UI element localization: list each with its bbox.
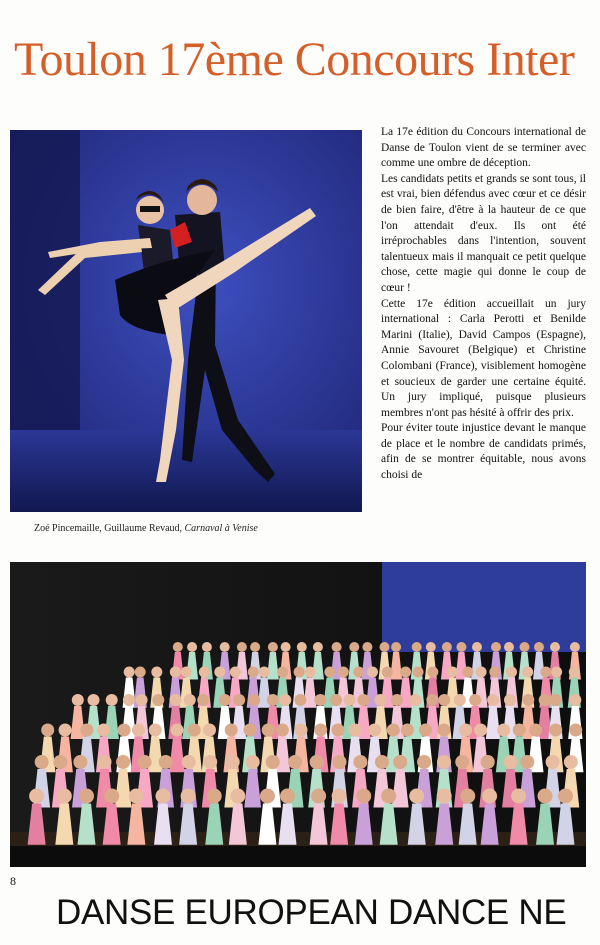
dancer-head [188,724,201,737]
dancer-head [511,789,526,804]
dancer-head [199,667,210,678]
dancer-head [413,667,424,678]
dancer-head [391,642,401,652]
dancer-head [314,724,327,737]
dancer-head [41,724,54,737]
dancer-head [456,642,466,652]
dancer-head [182,755,196,769]
dancer-head [459,724,472,737]
dancer-head [262,724,275,737]
dancer-head [266,755,280,769]
dancer-head [491,642,501,652]
dancer-head [116,755,130,769]
dancer-head [248,694,260,706]
dancer-head [454,694,466,706]
dancer-head [349,724,362,737]
dancer-head [331,724,344,737]
dancer-head [438,724,451,737]
dancer-head [281,642,291,652]
dancer-head [152,694,164,706]
dancer-head [349,642,359,652]
dancer-head [248,667,259,678]
dancer-head [344,694,356,706]
dancer-head [226,755,240,769]
dancer-head [29,789,44,804]
caption-work-title: Carnaval à Venise [184,523,258,534]
dancer-head [534,642,544,652]
caption-names: Zoé Pincemaille, Guillaume Revaud, [34,523,185,534]
dancer-head [381,789,396,804]
dancer-head [356,789,371,804]
dancer-head [529,724,542,737]
dancer-head [569,724,582,737]
dancer-head [382,667,393,678]
dancer-head [426,694,438,706]
dancer-head [332,642,342,652]
dancer-head [504,755,518,769]
dancer-head [35,755,49,769]
dancer-head [279,694,291,706]
dancer-head [214,667,225,678]
dancer-head [98,755,112,769]
dancer-head [538,789,553,804]
magazine-footer-title: DANSE EUROPEAN DANCE NE [56,893,567,932]
dancer-head [482,789,497,804]
dancer-head [551,667,562,678]
dancer-head [474,724,487,737]
dancer-head [233,694,245,706]
dancer-head [151,667,162,678]
dancer-head [362,642,372,652]
dancer-head [569,667,580,678]
dancer-head [203,755,217,769]
dancer-head [460,789,475,804]
dancer-head [564,755,578,769]
dancer-head [237,642,247,652]
dancer-head [80,724,93,737]
dancer-head [207,789,222,804]
dancer-head [426,642,436,652]
dancer-head [314,694,326,706]
dancer-head [550,694,562,706]
dancer-head [332,789,347,804]
dancer-head [59,724,72,737]
dancer-head [549,724,562,737]
dancer-head [417,755,431,769]
dancer-head [419,724,432,737]
dancer-head [156,789,171,804]
dancer-head [380,642,390,652]
dancer-head [259,667,270,678]
dancer-head [135,667,146,678]
dancer-head [197,694,209,706]
dancers-duo-illustration [10,130,362,512]
dancer-head [391,694,403,706]
dancer-head [330,694,342,706]
dancer-head [138,755,152,769]
dancer-head [506,667,517,678]
dancer-head [550,642,560,652]
dancer-head [437,755,451,769]
dancer-head [220,642,230,652]
dancer-head [569,694,581,706]
dancer-head [522,667,533,678]
dancer-head [295,724,308,737]
dancer-head [487,694,499,706]
dancer-head [481,755,495,769]
dancer-head [202,642,212,652]
dancer-head [57,789,72,804]
dancer-head [250,642,260,652]
dancer-head [267,694,279,706]
dancer-head [387,724,400,737]
dancer-head [472,642,482,652]
dancer-head [184,694,196,706]
dancer-head [88,694,100,706]
dancer-head [149,724,162,737]
dancer-head [442,642,452,652]
dancer-head [129,789,144,804]
dancer-head [437,789,452,804]
dancer-head [288,755,302,769]
dancer-head [455,755,469,769]
dancer-head [277,667,288,678]
dancer-head [171,724,184,737]
page-number: 8 [10,874,16,888]
dancer-head [276,724,289,737]
dancer-head [520,755,534,769]
dancer-head [225,724,238,737]
dancer-head [489,667,500,678]
dancer-head [400,667,411,678]
dancer-head [246,755,260,769]
dancer-head [438,694,450,706]
group-stage-illustration [10,562,586,867]
dancer-head [393,755,407,769]
dancer-head [244,724,257,737]
dancer-head [203,724,216,737]
dancer-head [333,755,347,769]
dancer-head [181,667,192,678]
dancer-head [462,667,473,678]
dancer-head [358,694,370,706]
article-title: Toulon 17ème Concours Inter [14,33,575,86]
dancer-head [504,642,514,652]
dancer-head [409,789,424,804]
dancer-head [520,642,530,652]
dancer-head [353,755,367,769]
dancer-head [367,667,378,678]
dancer-head [123,694,135,706]
article-paragraph: La 17e édition du Concours international de Danse de Toulon vient de se terminer avec comme une ombre de déception. [381,126,586,170]
dancer-head [170,667,181,678]
dancer-head [305,667,316,678]
dancer-head [447,667,458,678]
dancer-head [260,789,275,804]
article-body [381,125,586,484]
dancer-head [513,724,526,737]
dancer-head [540,667,551,678]
dancer-head [338,667,349,678]
article-paragraph: Les candidats petits et grands se sont tous, il est vrai, bien défendus avec cœur et ce désir de bien faire, d'être à la hauteur de ce que l'on attendait d'eux. Ils ont été irréprochables dans l'intention, souvent talentueux mais il manquait ce petit quelque chose, cette magie qui donne le coup de cœur ! [381,172,586,294]
dancer-head [173,642,183,652]
dancer-head [368,724,381,737]
dancer-head [124,667,135,678]
dancer-head [324,667,335,678]
dancer-head [570,642,580,652]
dancer-head [106,694,118,706]
photo-caption [34,523,354,534]
dancer-head [310,755,324,769]
dancer-head [497,724,510,737]
article-paragraph: Cette 17e édition accueillait un jury international : Carla Perotti et Benilde Marini (Italie), David Campos (Espagne), Annie Savouret (Belgique) et Christine Colombani (France), visiblement homogène et soucieux de garder une certaine équité. Un jury impliqué, puisque plusieurs membres n'ont pas hésité à offrir des prix. [381,297,586,419]
dancer-head [159,755,173,769]
dancer-head [558,789,573,804]
dancer-head [187,642,197,652]
dancers-duo-photo [10,130,362,512]
dancer-head [72,694,84,706]
dancer-head [230,667,241,678]
dancer-head [79,789,94,804]
dancer-head [401,724,414,737]
dancer-head [297,642,307,652]
dancer-head [104,789,119,804]
dancer-head [546,755,560,769]
dancer-head [313,642,323,652]
dancer-head [268,642,278,652]
dancer-head [409,694,421,706]
dancer-head [522,694,534,706]
group-stage-photo [10,562,586,867]
dancer-head [230,789,245,804]
article-paragraph: Pour éviter toute injustice devant le manque de place et le nombre de candidats primés, afin de se montrer équitable, nous avons choisi de [381,422,586,482]
dancer-head [53,755,67,769]
dancer-head [181,789,196,804]
dancer-head [427,667,438,678]
dancer-head [294,694,306,706]
dancer-head [97,724,110,737]
dancer-head [375,755,389,769]
dancer-head [469,694,481,706]
dancer-head [412,642,422,652]
dancer-head [294,667,305,678]
dancer-head [280,789,295,804]
dancer-head [170,694,182,706]
dancer-head [73,755,87,769]
dancer-head [476,667,487,678]
dancer-head [504,694,516,706]
dancer-head [136,694,148,706]
dancer-head [375,694,387,706]
dancer-head [219,694,231,706]
dancer-head [311,789,326,804]
dancer-head [353,667,364,678]
dancer-head [118,724,131,737]
dancer-head [539,694,551,706]
dancer-head [132,724,145,737]
